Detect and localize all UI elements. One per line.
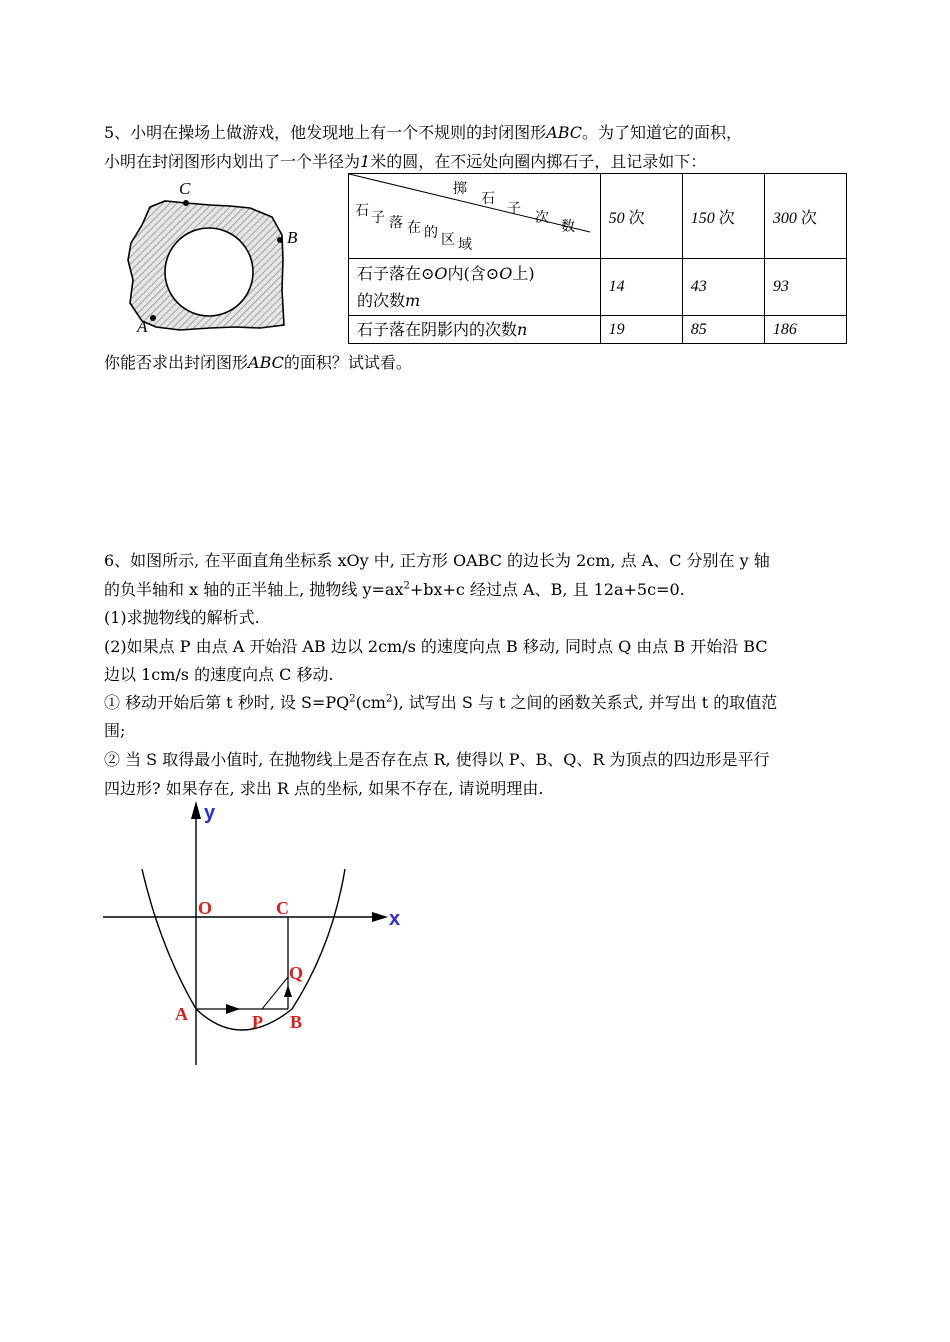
label-c: C [179,179,191,198]
q5-line-2: 小明在封闭图形内划出了一个半径为1米的圆，在不远处向圈内掷石子，且记录如下： [104,152,707,171]
x-axis-arrow [372,912,388,922]
q6-line-8: ② 当 S 取得最小值时, 在抛物线上是否存在点 R, 使得以 P、B、Q、R 为顶点的四边形是平行 [104,750,770,769]
inner-circle [165,228,253,316]
q6-line-5: 边以 1cm/s 的速度向点 C 移动. [104,665,334,684]
q6-line-2: 的负半轴和 x 轴的正半轴上, 抛物线 $y=ax^2+bx+c$ 经过点 A、B, 且 12a+5c=0. [104,580,685,599]
q5-irregular-shape-figure [120,175,300,340]
row-shadow-150: 85 [682,316,764,344]
col-150: 150 次 [682,174,764,259]
q6-line-6: ① 移动开始后第 t 秒时, 设 $S=PQ^2(cm^2)$, 试写出 S 与 t 之间的函数关系式, 并写出 t 的取值范 [104,693,778,712]
arrow-q [284,985,292,997]
q6-line-1: 6、如图所示, 在平面直角坐标系 xOy 中, 正方形 OABC 的边长为 2cm, 点 A、C 分别在 y 轴 [104,551,770,570]
y-axis-label: y [204,802,216,824]
parabola [142,869,345,1030]
row-circle-label: 石子落在⊙O内(含⊙O上) 的次数m [349,259,601,316]
label-a: A [137,317,148,336]
q5-line-1: 5、小明在操场上做游戏，他发现地上有一个不规则的封闭图形ABC。为了知道它的面积， [104,123,743,142]
diagonal-header-cell: 掷 石 子 次 数 石 子 落 在 的 区 域 [349,174,601,259]
row-circle-300: 93 [764,259,846,316]
col-300: 300 次 [764,174,846,259]
y-axis-arrow [191,801,201,819]
col-50: 50 次 [600,174,682,259]
x-axis-label: x [389,908,401,930]
q6-line-3: (1)求抛物线的解析式. [104,608,260,627]
label-o: O [198,898,213,918]
q6-line-7: 围; [104,721,126,740]
row-shadow-300: 186 [764,316,846,344]
label-b: B [287,228,298,247]
label-a: A [175,1004,188,1024]
q6-line-4: (2)如果点 P 由点 A 开始沿 AB 边以 2cm/s 的速度向点 B 移动, 同时点 Q 由点 B 开始沿 BC [104,637,768,656]
row-circle-150: 43 [682,259,764,316]
row-shadow-50: 19 [600,316,682,344]
q5-question: 你能否求出封闭图形ABC的面积？试试看。 [104,353,412,372]
segment-pq [262,977,288,1009]
label-p: P [252,1012,263,1032]
label-c: C [276,898,289,918]
label-b: B [290,1012,303,1032]
stone-throw-table [348,173,847,344]
q6-coordinate-figure [100,797,410,1069]
label-q: Q [289,963,304,983]
row-circle-50: 14 [600,259,682,316]
row-shadow-label: 石子落在阴影内的次数n [349,316,601,344]
arrow-p [226,1004,240,1014]
q6-line-9: 四边形? 如果存在, 求出 R 点的坐标, 如果不存在, 请说明理由. [104,779,544,798]
